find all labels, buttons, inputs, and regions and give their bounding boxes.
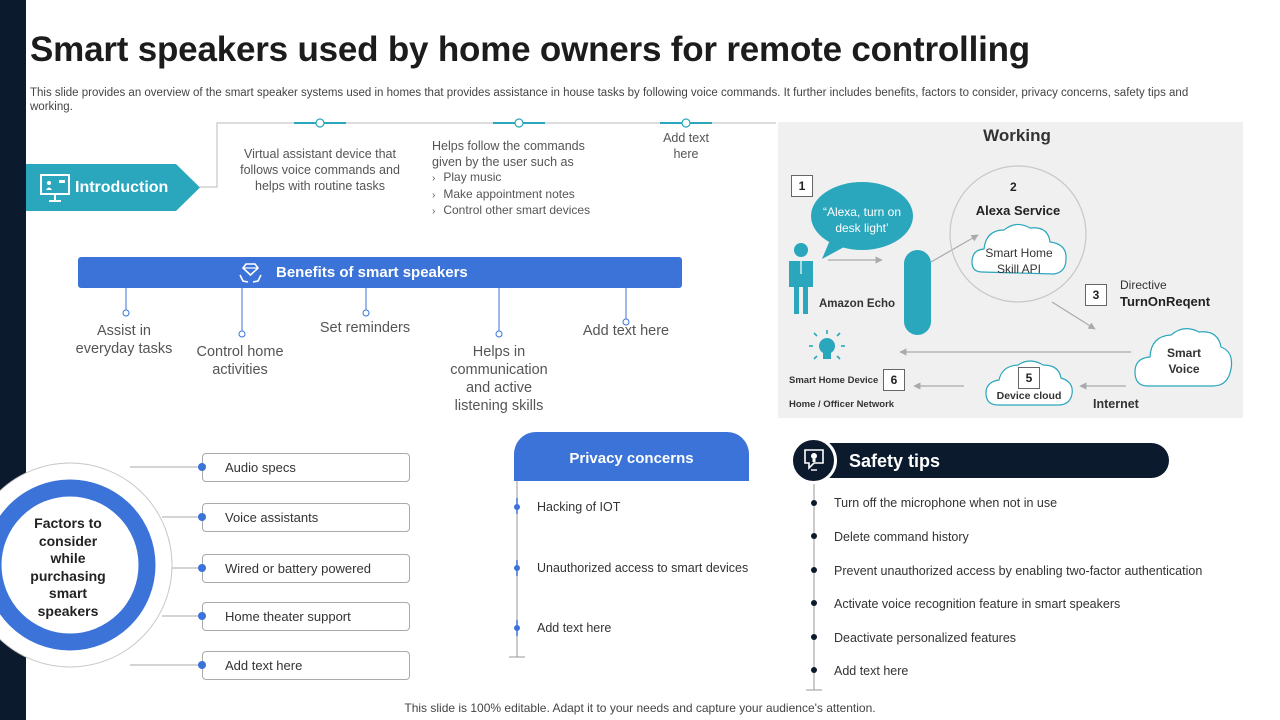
factor-dot bbox=[198, 513, 206, 521]
factor-label: Audio specs bbox=[225, 460, 296, 475]
safety-header bbox=[810, 443, 1169, 478]
safety-item: Activate voice recognition feature in smart speakers bbox=[834, 597, 1121, 611]
bullet-item: › Make appointment notes bbox=[432, 186, 575, 201]
benefit-item: Assist in everyday tasks bbox=[75, 323, 173, 357]
benefit-item: Helps in communication and active listening skills bbox=[450, 344, 548, 414]
factor-dot bbox=[198, 612, 206, 620]
step-badge: 1 bbox=[791, 175, 813, 197]
introduction-item-2-heading: Helps follow the commands given by the user such as bbox=[432, 139, 585, 169]
factor-dot bbox=[198, 564, 206, 572]
gem-hand-icon bbox=[238, 260, 263, 285]
benefits-bar bbox=[78, 257, 682, 288]
factor-item bbox=[202, 651, 410, 680]
factor-label: Add text here bbox=[225, 658, 303, 673]
benefit-item: Set reminders bbox=[319, 320, 411, 336]
privacy-timeline bbox=[505, 481, 531, 661]
network-label: Home / Officer Network bbox=[789, 399, 895, 410]
safety-item: Prevent unauthorized access by enabling two-factor authentication bbox=[834, 564, 1203, 578]
introduction-item-1: Virtual assistant device that follows voice commands and helps with routine tasks bbox=[240, 147, 400, 193]
introduction-item-2-bullets bbox=[432, 170, 590, 220]
smart-home-device-label: Smart Home Device bbox=[789, 375, 879, 386]
introduction-label: Introduction bbox=[75, 179, 169, 196]
privacy-title: Privacy concerns bbox=[569, 450, 694, 467]
introduction-item-3: Add text here bbox=[663, 131, 709, 161]
safety-item: Add text here bbox=[834, 664, 909, 678]
safety-timeline bbox=[806, 484, 826, 694]
bullet-item: › Control other smart devices bbox=[432, 203, 591, 217]
skill-api-label: Smart Home Skill API bbox=[985, 246, 1053, 276]
alexa-service-label: Alexa Service bbox=[975, 203, 1061, 218]
lightbulb-icon bbox=[806, 327, 848, 369]
safety-icon-badge bbox=[790, 437, 837, 484]
voice-command-bubble: “Alexa, turn on desk light’ bbox=[822, 205, 902, 235]
factors-title: Factors to consider while purchasing smart speakers bbox=[30, 515, 106, 619]
internet-label: Internet bbox=[1093, 397, 1139, 411]
factor-item bbox=[202, 554, 410, 583]
presentation-icon bbox=[38, 171, 72, 205]
factor-label: Wired or battery powered bbox=[225, 561, 371, 576]
safety-title: Safety tips bbox=[849, 451, 941, 471]
privacy-item: Unauthorized access to smart devices bbox=[537, 561, 749, 575]
privacy-item: Add text here bbox=[537, 621, 612, 635]
factor-item bbox=[202, 503, 410, 532]
benefit-item: Add text here bbox=[582, 323, 670, 339]
benefit-item: Control home activities bbox=[196, 344, 284, 378]
safety-item: Turn off the microphone when not in use bbox=[834, 496, 1058, 510]
benefits-title: Benefits of smart speakers bbox=[276, 264, 468, 281]
footer-note: This slide is 100% editable. Adapt it to your needs and capture your audience's attention. bbox=[404, 701, 876, 715]
amazon-echo-label: Amazon Echo bbox=[819, 298, 896, 310]
directive-label: Directive bbox=[1120, 278, 1167, 292]
smart-voice-label: Smart Voice bbox=[1166, 346, 1201, 376]
step-badge: 3 bbox=[1085, 284, 1107, 306]
page-subtitle: This slide provides an overview of the smart speaker systems used in homes that provides assistance in house tasks by following voice commands. It further includes benefits, factors to consider, privacy concerns, safety tips and working. bbox=[30, 87, 1189, 113]
working-title: Working bbox=[983, 126, 1051, 145]
privacy-header bbox=[514, 432, 749, 481]
device-cloud-label: Device cloud bbox=[996, 390, 1062, 402]
factor-dot bbox=[198, 463, 206, 471]
directive-value: TurnOnReqent bbox=[1120, 294, 1211, 309]
factor-item bbox=[202, 602, 410, 631]
step-badge: 5 bbox=[1018, 367, 1040, 389]
factor-item bbox=[202, 453, 410, 482]
page-title: Smart speakers used by home owners for remote controlling bbox=[30, 30, 1030, 69]
factor-dot bbox=[198, 661, 206, 669]
factor-label: Voice assistants bbox=[225, 510, 319, 525]
factor-label: Home theater support bbox=[225, 609, 351, 624]
safety-item: Deactivate personalized features bbox=[834, 631, 1017, 645]
safety-item: Delete command history bbox=[834, 530, 969, 544]
chat-bulb-icon bbox=[802, 448, 826, 474]
privacy-item: Hacking of IOT bbox=[537, 500, 621, 514]
step-badge: 6 bbox=[883, 369, 905, 391]
bullet-item: › Play music bbox=[432, 170, 502, 184]
step-number: 2 bbox=[1010, 180, 1017, 194]
